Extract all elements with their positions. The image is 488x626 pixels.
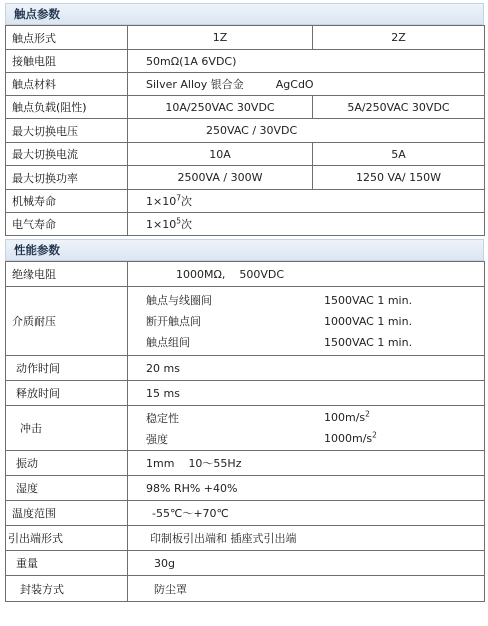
item-name: 断开触点间 xyxy=(146,315,201,328)
table-row xyxy=(6,50,485,73)
table-row xyxy=(6,501,485,526)
insulation-b: 500VDC xyxy=(239,267,285,281)
temperature-value: -55℃～+70℃ xyxy=(128,501,485,526)
material-b: AgCdO xyxy=(275,78,314,91)
shock-values xyxy=(128,406,485,451)
row-label: 温度范围 xyxy=(6,501,128,526)
list-item xyxy=(146,332,484,353)
life-unit: 次 xyxy=(181,218,192,231)
dielectric-values xyxy=(128,287,485,356)
performance-params-table xyxy=(5,261,485,602)
table-row xyxy=(6,381,485,406)
package-value: 防尘罩 xyxy=(128,576,485,602)
table-row xyxy=(6,262,485,287)
row-label: 最大切换电压 xyxy=(6,119,128,143)
table-row xyxy=(6,476,485,501)
value-2z: 1250 VA/ 150W xyxy=(313,166,485,190)
list-item xyxy=(146,428,484,449)
item-value: 1500VAC 1 min. xyxy=(324,293,413,307)
table-row xyxy=(6,190,485,213)
table-row xyxy=(6,119,485,143)
life-exponent: 5 xyxy=(176,216,181,226)
electrical-life-value xyxy=(128,213,485,236)
row-label: 触点形式 xyxy=(6,26,128,50)
vibration-b: 10～55Hz xyxy=(188,457,242,470)
weight-value: 30g xyxy=(128,551,485,576)
mechanical-life-value xyxy=(128,190,485,213)
row-label: 重量 xyxy=(6,551,128,576)
list-item xyxy=(146,407,484,428)
value-1z: 1Z xyxy=(128,26,313,50)
row-label: 最大切换功率 xyxy=(6,166,128,190)
table-row xyxy=(6,213,485,236)
row-label: 触点材料 xyxy=(6,73,128,96)
row-label: 电气寿命 xyxy=(6,213,128,236)
table-row xyxy=(6,551,485,576)
item-name: 触点组间 xyxy=(146,336,190,349)
list-item xyxy=(146,290,484,311)
humidity-value: 98% RH% +40% xyxy=(128,476,485,501)
release-time-value: 15 ms xyxy=(128,381,485,406)
insulation-a: 1000MΩ, xyxy=(176,267,226,281)
life-exponent: 7 xyxy=(176,193,181,203)
row-label: 最大切换电流 xyxy=(6,143,128,166)
row-label: 释放时间 xyxy=(6,381,128,406)
table-row xyxy=(6,143,485,166)
item-value: 1000VAC 1 min. xyxy=(324,314,413,328)
shock-exponent: 2 xyxy=(365,409,370,419)
value-2z: 2Z xyxy=(313,26,485,50)
value-1z: 10A/250VAC 30VDC xyxy=(128,96,313,119)
table-row xyxy=(6,287,485,356)
max-voltage-value: 250VAC / 30VDC xyxy=(128,119,485,143)
table-row xyxy=(6,166,485,190)
row-label: 绝缘电阻 xyxy=(6,262,128,287)
contact-material-value xyxy=(128,73,485,96)
life-base: 1×10 xyxy=(146,195,177,208)
shock-base: 100m/s xyxy=(324,411,366,424)
row-label: 动作时间 xyxy=(6,356,128,381)
shock-base: 1000m/s xyxy=(324,432,373,445)
row-label: 振动 xyxy=(6,451,128,476)
value-1z: 10A xyxy=(128,143,313,166)
vibration-value xyxy=(128,451,485,476)
item-value: 1500VAC 1 min. xyxy=(324,335,413,349)
spec-sheet xyxy=(5,3,484,602)
insulation-value xyxy=(128,262,485,287)
item-name: 稳定性 xyxy=(146,411,179,425)
row-label: 封装方式 xyxy=(6,576,128,602)
list-item xyxy=(146,311,484,332)
life-unit: 次 xyxy=(181,195,192,208)
table-row xyxy=(6,73,485,96)
row-label: 湿度 xyxy=(6,476,128,501)
contact-resistance-value: 50mΩ(1A 6VDC) xyxy=(128,50,485,73)
value-2z: 5A/250VAC 30VDC xyxy=(313,96,485,119)
performance-params-header: 性能参数 xyxy=(5,239,484,261)
vibration-a: 1mm xyxy=(146,457,175,470)
shock-exponent: 2 xyxy=(372,430,377,440)
row-label: 触点负载(阻性) xyxy=(6,96,128,119)
row-label: 冲击 xyxy=(6,406,128,451)
value-1z: 2500VA / 300W xyxy=(128,166,313,190)
table-row xyxy=(6,356,485,381)
table-row xyxy=(6,96,485,119)
item-value xyxy=(324,432,377,445)
item-name: 强度 xyxy=(146,432,168,446)
value-2z: 5A xyxy=(313,143,485,166)
item-name: 触点与线圈间 xyxy=(146,294,212,307)
row-label: 接触电阻 xyxy=(6,50,128,73)
table-row xyxy=(6,576,485,602)
item-value xyxy=(324,411,370,424)
row-label: 引出端形式 xyxy=(6,526,128,551)
material-a: Silver Alloy 银合金 xyxy=(146,78,244,91)
table-row xyxy=(6,26,485,50)
row-label: 机械寿命 xyxy=(6,190,128,213)
table-row xyxy=(6,451,485,476)
row-label: 介质耐压 xyxy=(6,287,128,356)
operate-time-value: 20 ms xyxy=(128,356,485,381)
contact-params-table xyxy=(5,25,485,236)
contact-params-header: 触点参数 xyxy=(5,3,484,25)
terminal-value: 印制板引出端和 插座式引出端 xyxy=(128,526,485,551)
table-row xyxy=(6,406,485,451)
table-row xyxy=(6,526,485,551)
life-base: 1×10 xyxy=(146,218,177,231)
